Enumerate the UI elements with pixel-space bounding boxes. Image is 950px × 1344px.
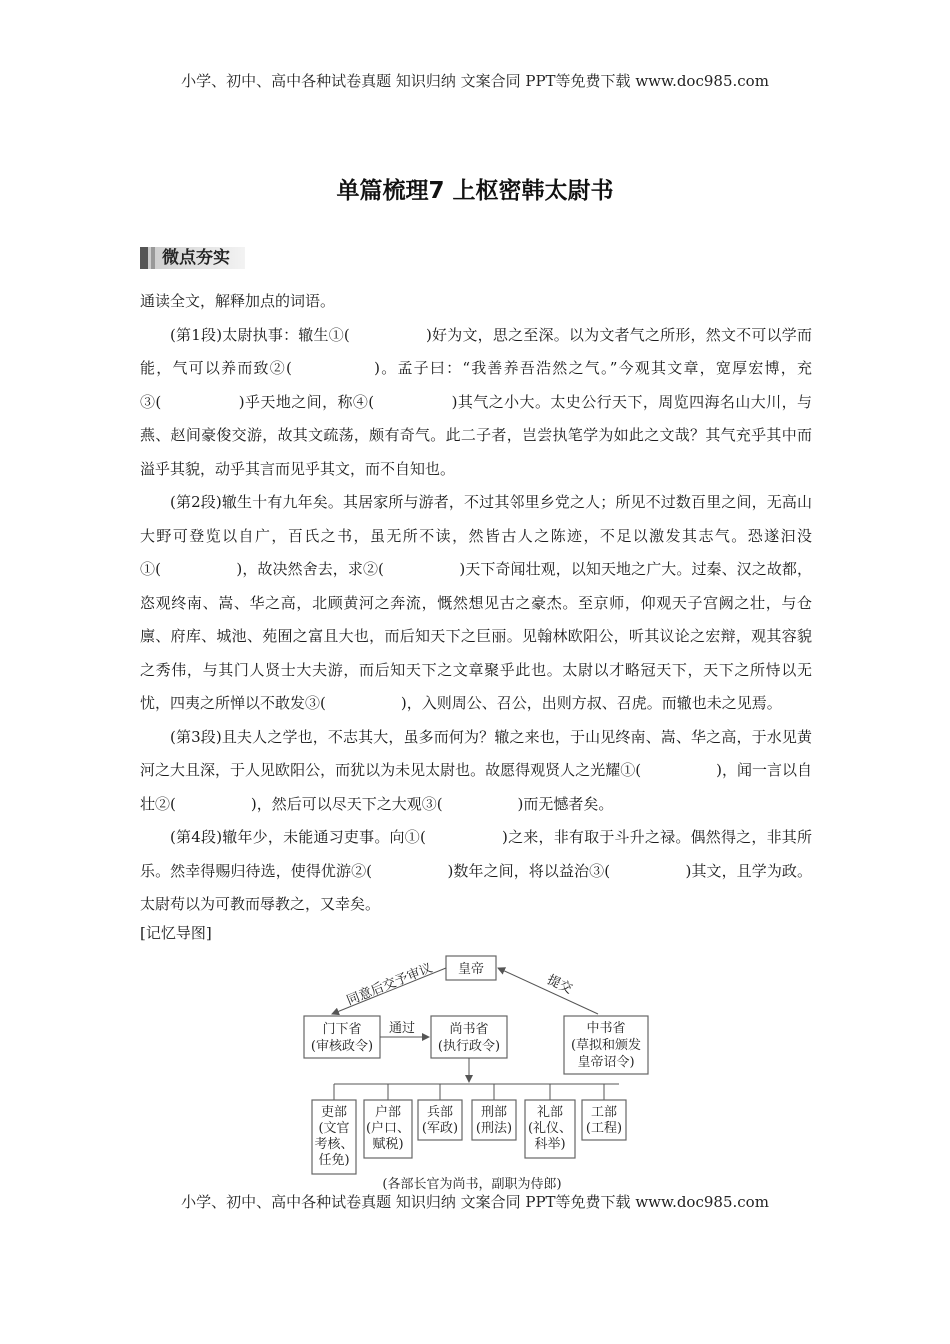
edge-label-pass: 通过: [388, 1021, 416, 1036]
section-marker-light: [151, 247, 155, 269]
diagram-note: (各部长官为尚书，副职为侍郎): [382, 1177, 562, 1192]
shangshu-role: (执行政令): [437, 1039, 501, 1054]
edge-label-approve: 同意后交予审议: [344, 960, 435, 1009]
emperor-label: 皇帝: [457, 962, 485, 977]
ministry-bing-name: 兵部: [426, 1105, 454, 1120]
instruction: 通读全文，解释加点的词语。: [140, 292, 336, 310]
ministry-hu-l2: 赋税): [372, 1137, 404, 1152]
zhongshu-role-1: (草拟和颁发: [570, 1038, 642, 1053]
paragraph-4: (第4段)辙年少，未能通习吏事。向①( )之来，非有取于斗升之禄。偶然得之，非其所乐。然幸得赐归待选，使得优游②( )数年之间，将以益治③( )其文，且学为政。太尉苟以为可教而辱教之，又幸矣。: [140, 828, 812, 913]
ministry-bing-l1: (军政): [421, 1121, 459, 1136]
edge-label-submit: 提交: [544, 972, 575, 998]
ministry-li-l3: 任免): [318, 1153, 350, 1168]
section-heading-text: 微点夯实: [162, 248, 230, 268]
page-header: 小学、初中、高中各种试卷真题 知识归纳 文案合同 PPT等免费下载 www.doc985.com: [181, 72, 769, 90]
ministry-hu-l1: (户口、: [365, 1121, 411, 1136]
edge-zhongshu-to-emperor: [498, 968, 598, 1014]
mind-map-label: [记忆导图]: [140, 924, 212, 942]
ministry-lii-l2: 科举): [534, 1137, 566, 1152]
page-footer: 小学、初中、高中各种试卷真题 知识归纳 文案合同 PPT等免费下载 www.doc985.com: [181, 1193, 769, 1211]
main-text: [140, 285, 812, 922]
paragraph-3: (第3段)且夫人之学也，不志其大，虽多而何为？辙之来也，于山见终南、嵩、华之高，于水见黄河之大且深，于人见欧阳公，而犹以为未见太尉也。故愿得观贤人之光耀①( )，闻一言以自壮②( )，然后可以尽天下之大观③( )而无憾者矣。: [140, 727, 812, 813]
menxia-name: 门下省: [322, 1022, 362, 1037]
ministry-lii-l1: (礼仪、: [527, 1121, 573, 1136]
paragraph-1: (第1段)太尉执事：辙生①( )好为文，思之至深。以为文者气之所形，然文不可以学而能，气可以养而致②( )。孟子曰：“我善养吾浩然之气。”今观其文章，宽厚宏博，充③( )乎天地之间，称④( )其气之小大。太史公行天下，周览四海名山大川，与燕、赵间豪俊交游，故其文疏荡，颇有奇气。此二子者，岂尝执笔学为如此之文哉？其气充乎其中而溢乎其貌，动乎其言而见乎其文，而不自知也。: [140, 325, 812, 478]
zhongshu-name: 中书省: [586, 1021, 626, 1036]
menxia-role: (审核政令): [310, 1039, 374, 1054]
ministry-xing-l1: (刑法): [475, 1121, 513, 1136]
ministry-lii-name: 礼部: [536, 1105, 564, 1120]
zhongshu-role-2: 皇帝诏令): [577, 1055, 635, 1070]
ministry-li-l1: (文官: [318, 1121, 350, 1136]
ministry-li-l2: 考核、: [314, 1137, 354, 1152]
section-marker-dark: [140, 247, 148, 269]
government-structure-diagram: [296, 950, 662, 1195]
ministry-gong-l1: (工程): [585, 1121, 623, 1136]
ministry-xing-name: 刑部: [480, 1105, 508, 1120]
page-title: 单篇梳理7 上枢密韩太尉书: [336, 178, 614, 204]
ministry-hu-name: 户部: [374, 1105, 402, 1120]
paragraph-2: (第2段)辙生十有九年矣。其居家所与游者，不过其邻里乡党之人；所见不过数百里之间，无高山大野可登览以自广，百氏之书，虽无所不读，然皆古人之陈迹，不足以激发其志气。恐遂汩没①( )，故决然舍去，求②( )天下奇闻壮观，以知天地之广大。过秦、汉之故都，恣观终南、嵩、华之高，北顾黄河之奔流，慨然想见古之豪杰。至京师，仰观天子宫阙之壮，与仓廪、府库、城池、苑囿之富且大也，而后知天下之巨丽。见翰林欧阳公，听其议论之宏辩，观其容貌之秀伟，与其门人贤士大夫游，而后知天下之文章聚乎此也。太尉以才略冠天下，天下之所恃以无忧，四夷之所惮以不敢发③( )，入则周公、召公，出则方叔、召虎。而辙也未之见焉。: [140, 493, 812, 712]
ministry-li-name: 吏部: [320, 1105, 348, 1120]
section-heading: [140, 247, 245, 269]
shangshu-name: 尚书省: [449, 1022, 489, 1037]
ministry-gong-name: 工部: [590, 1105, 618, 1120]
